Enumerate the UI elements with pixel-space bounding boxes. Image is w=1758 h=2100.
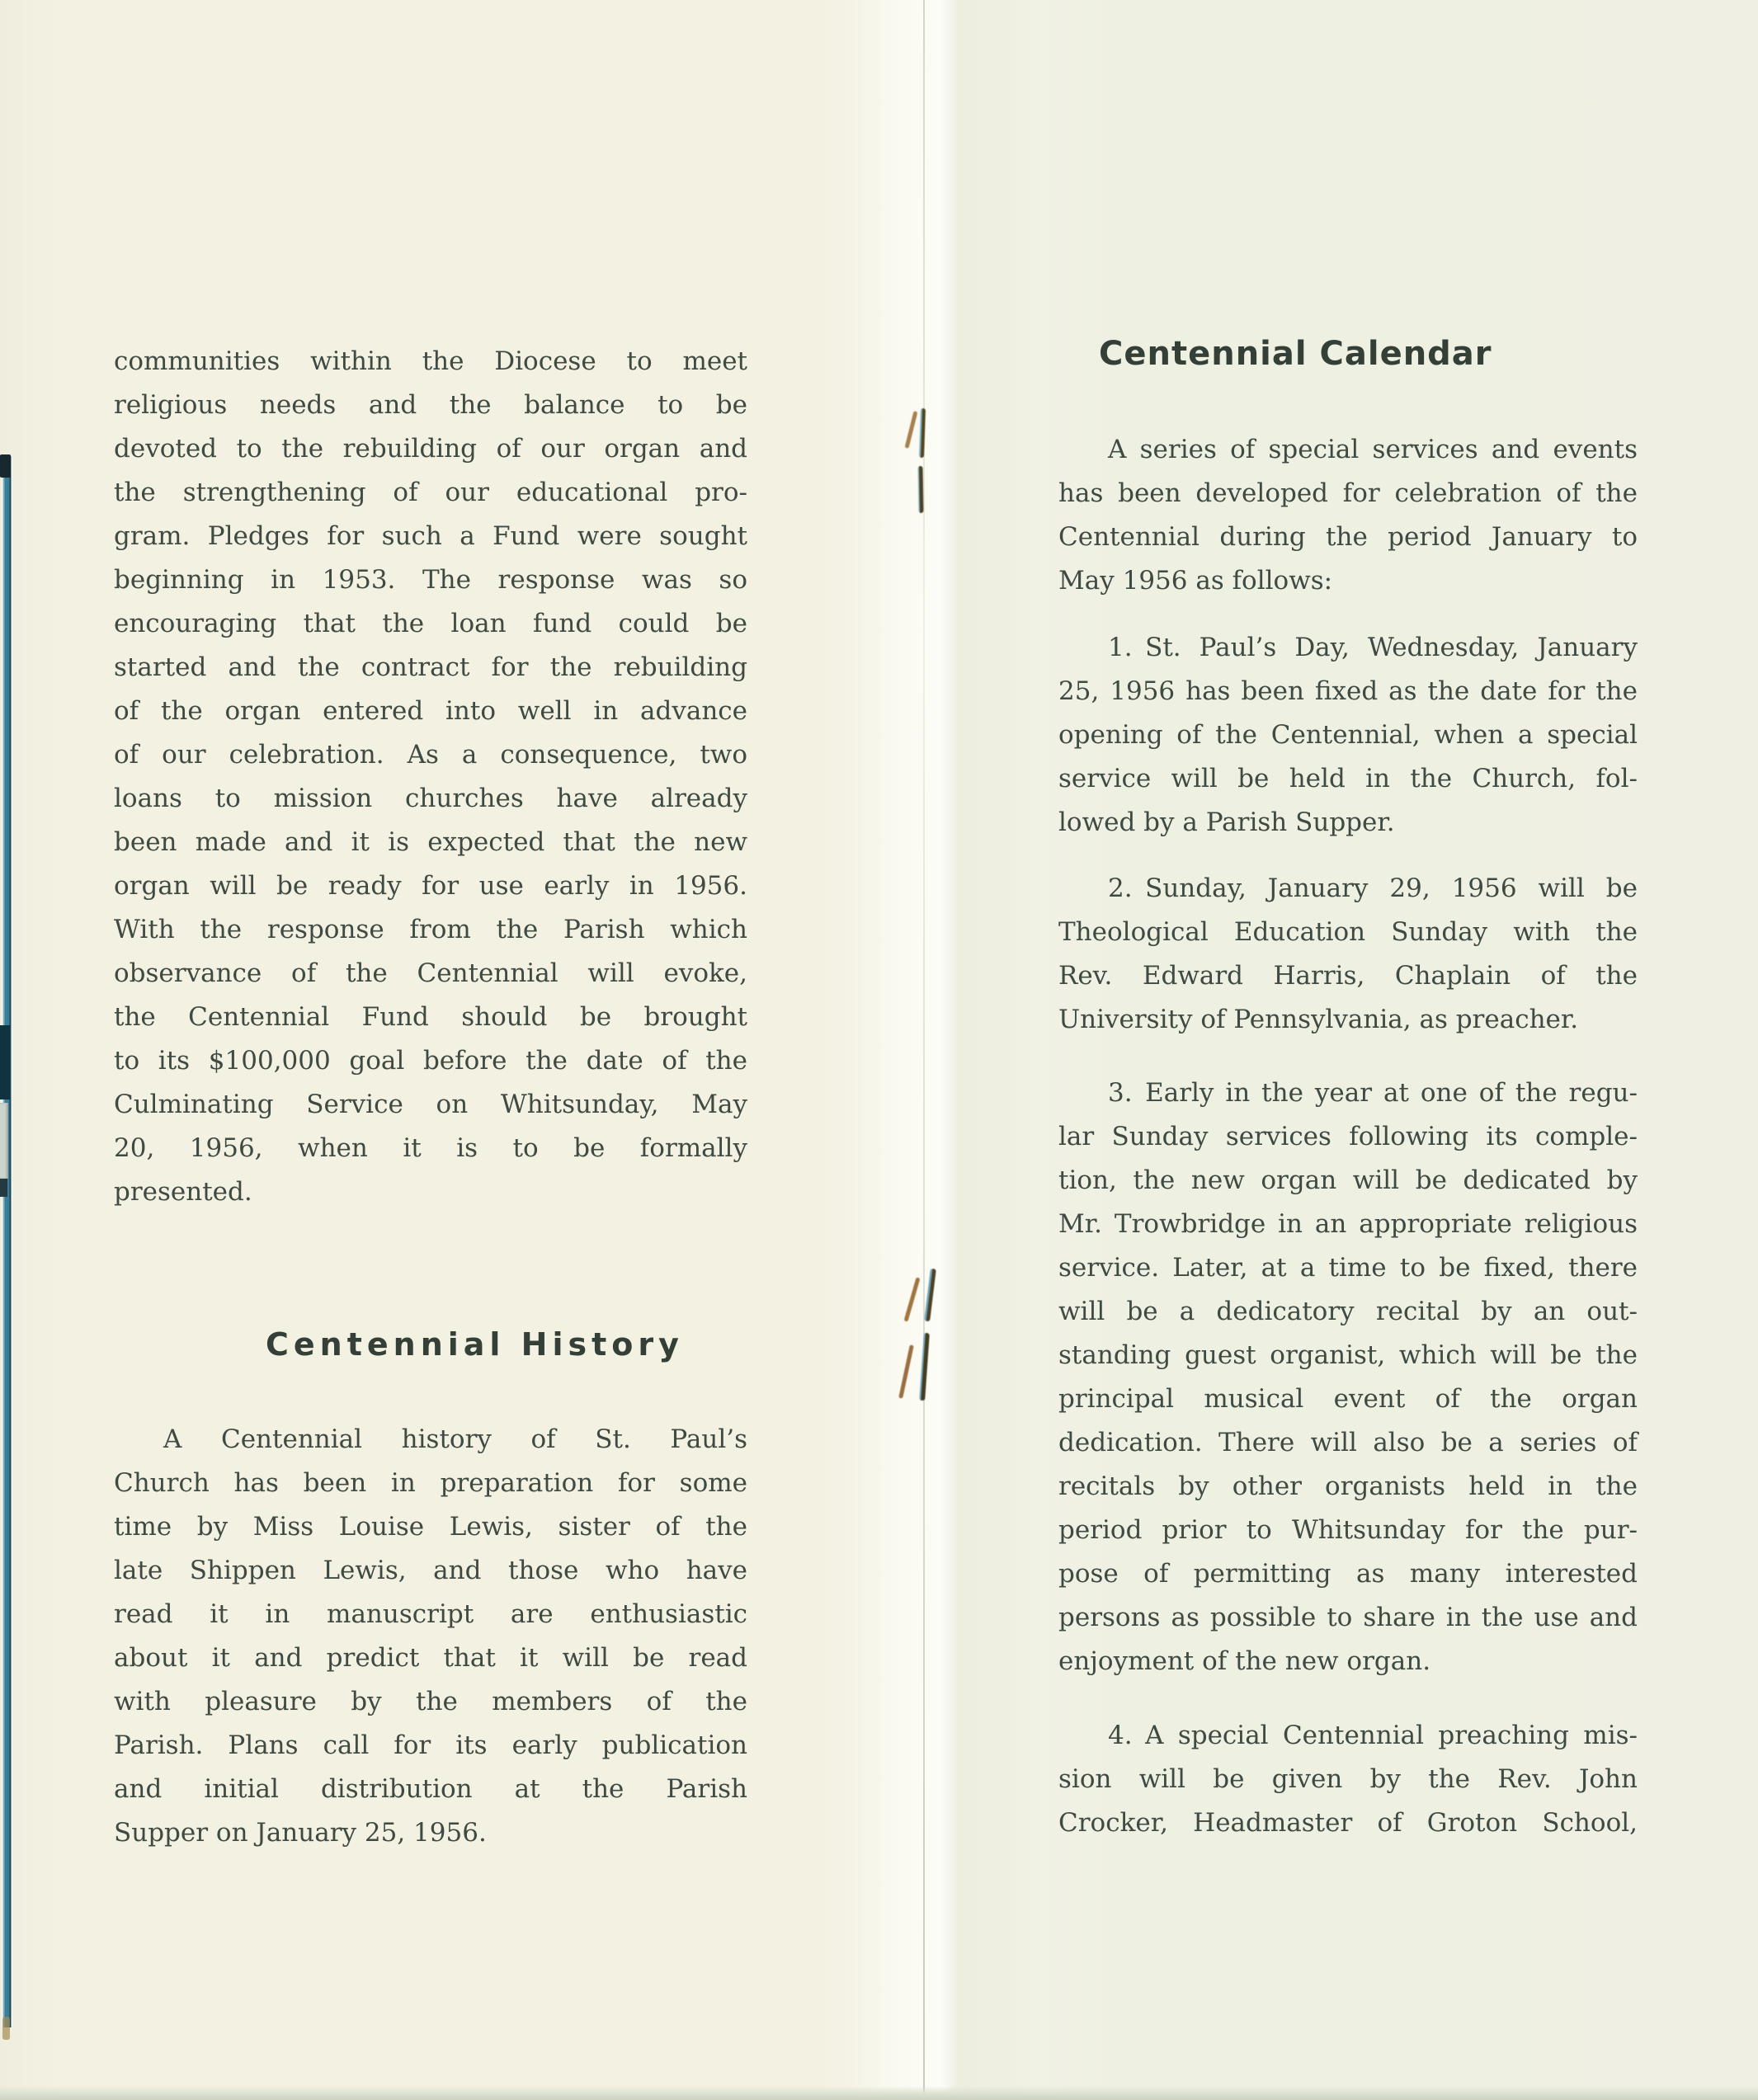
text-line: dedication. There will also be a series of	[1058, 1428, 1638, 1457]
text-line: presented.	[114, 1177, 252, 1207]
text-line: 3. Early in the year at one of the regu-	[1108, 1078, 1638, 1108]
calendar-item-1	[1058, 626, 1638, 845]
text-line: and initial distribution at the Parish	[114, 1774, 747, 1804]
text-line: religious needs and the balance to be	[114, 390, 747, 420]
text-line: started and the contract for the rebuilding	[114, 652, 747, 682]
text-line: sion will be given by the Rev. John	[1058, 1764, 1638, 1794]
text-line: Rev. Edward Harris, Chaplain of the	[1058, 961, 1638, 991]
text-line: enjoyment of the new organ.	[1058, 1646, 1431, 1676]
calendar-item-3	[1058, 1071, 1638, 1683]
text-line: late Shippen Lewis, and those who have	[114, 1556, 747, 1585]
text-line: opening of the Centennial, when a special	[1058, 720, 1638, 750]
centennial-calendar-heading: Centennial Calendar	[1099, 335, 1492, 373]
calendar-item-4	[1058, 1714, 1638, 1845]
text-line: pose of permitting as many interested	[1058, 1559, 1638, 1589]
text-line: beginning in 1953. The response was so	[114, 565, 747, 595]
calendar-intro-paragraph	[1058, 428, 1638, 603]
text-line: tion, the new organ will be dedicated by	[1058, 1165, 1638, 1195]
text-line: 20, 1956, when it is to be formally	[114, 1133, 747, 1163]
staple-top	[918, 466, 924, 513]
text-line: gram. Pledges for such a Fund were sought	[114, 521, 747, 551]
text-line: lowed by a Parish Supper.	[1058, 808, 1395, 837]
text-line: Crocker, Headmaster of Groton School,	[1058, 1808, 1638, 1838]
text-line: the strengthening of our educational pro-	[114, 478, 747, 507]
text-line: With the response from the Parish which	[114, 915, 747, 944]
text-line: has been developed for celebration of the	[1058, 478, 1638, 508]
text-line: to its $100,000 goal before the date of the	[114, 1046, 747, 1076]
cover-edge-dark-segment	[0, 1179, 7, 1197]
text-line: of the organ entered into well in advance	[114, 696, 747, 726]
centennial-history-heading: Centennial History	[266, 1326, 684, 1363]
text-line: 4. A special Centennial preaching mis-	[1108, 1721, 1638, 1750]
cover-edge-strip	[2, 456, 12, 2027]
text-line: will be a dedicatory recital by an out-	[1058, 1297, 1638, 1326]
text-line: service will be held in the Church, fol-	[1058, 764, 1638, 793]
text-line: Centennial during the period January to	[1058, 522, 1638, 552]
text-line: Theological Education Sunday with the	[1058, 917, 1638, 947]
left-continuation-paragraph	[114, 340, 747, 1214]
text-line: been made and it is expected that the new	[114, 827, 747, 857]
text-line: time by Miss Louise Lewis, sister of the	[114, 1512, 747, 1542]
cover-edge-light-segment	[0, 1103, 8, 1179]
text-line: encouraging that the loan fund could be	[114, 609, 747, 638]
text-line: service. Later, at a time to be fixed, there	[1058, 1253, 1638, 1283]
cover-edge-rust-segment	[2, 2017, 10, 2040]
text-line: 2. Sunday, January 29, 1956 will be	[1108, 873, 1638, 903]
text-line: loans to mission churches have already	[114, 784, 747, 813]
text-line: Church has been in preparation for some	[114, 1468, 747, 1498]
text-line: A Centennial history of St. Paul’s	[163, 1424, 747, 1454]
text-line: communities within the Diocese to meet	[114, 346, 747, 376]
text-line: lar Sunday services following its comple-	[1058, 1122, 1638, 1151]
text-line: May 1956 as follows:	[1058, 566, 1333, 596]
cover-edge-dark-segment	[0, 454, 11, 478]
text-line: about it and predict that it will be read	[114, 1643, 747, 1673]
text-line: University of Pennsylvania, as preacher.	[1058, 1005, 1579, 1034]
text-line: devoted to the rebuilding of our organ and	[114, 434, 747, 464]
text-line: observance of the Centennial will evoke,	[114, 958, 747, 988]
text-line: principal musical event of the organ	[1058, 1384, 1638, 1414]
text-line: Mr. Trowbridge in an appropriate religious	[1058, 1209, 1638, 1239]
text-line: Supper on January 25, 1956.	[114, 1818, 487, 1848]
text-line: period prior to Whitsunday for the pur-	[1058, 1515, 1638, 1545]
text-line: A series of special services and events	[1108, 435, 1638, 464]
text-line: 1. St. Paul’s Day, Wednesday, January	[1108, 633, 1638, 662]
fold-crease-line	[923, 0, 925, 2100]
text-line: with pleasure by the members of the	[114, 1687, 747, 1716]
text-line: of our celebration. As a consequence, two	[114, 740, 747, 770]
text-line: 25, 1956 has been fixed as the date for the	[1058, 676, 1638, 706]
text-line: recitals by other organists held in the	[1058, 1471, 1638, 1501]
scan-bottom-edge	[0, 2086, 1758, 2100]
gutter-fold	[850, 0, 1031, 2100]
cover-edge-dark-segment	[0, 1025, 10, 1099]
calendar-item-2	[1058, 867, 1638, 1042]
text-line: read it in manuscript are enthusiastic	[114, 1599, 747, 1629]
text-line: persons as possible to share in the use and	[1058, 1603, 1638, 1632]
centennial-history-paragraph	[114, 1418, 747, 1855]
text-line: organ will be ready for use early in 1956.	[114, 871, 747, 901]
text-line: Parish. Plans call for its early publication	[114, 1730, 747, 1760]
text-line: standing guest organist, which will be the	[1058, 1340, 1638, 1370]
text-line: the Centennial Fund should be brought	[114, 1002, 747, 1032]
text-line: Culminating Service on Whitsunday, May	[114, 1090, 747, 1119]
